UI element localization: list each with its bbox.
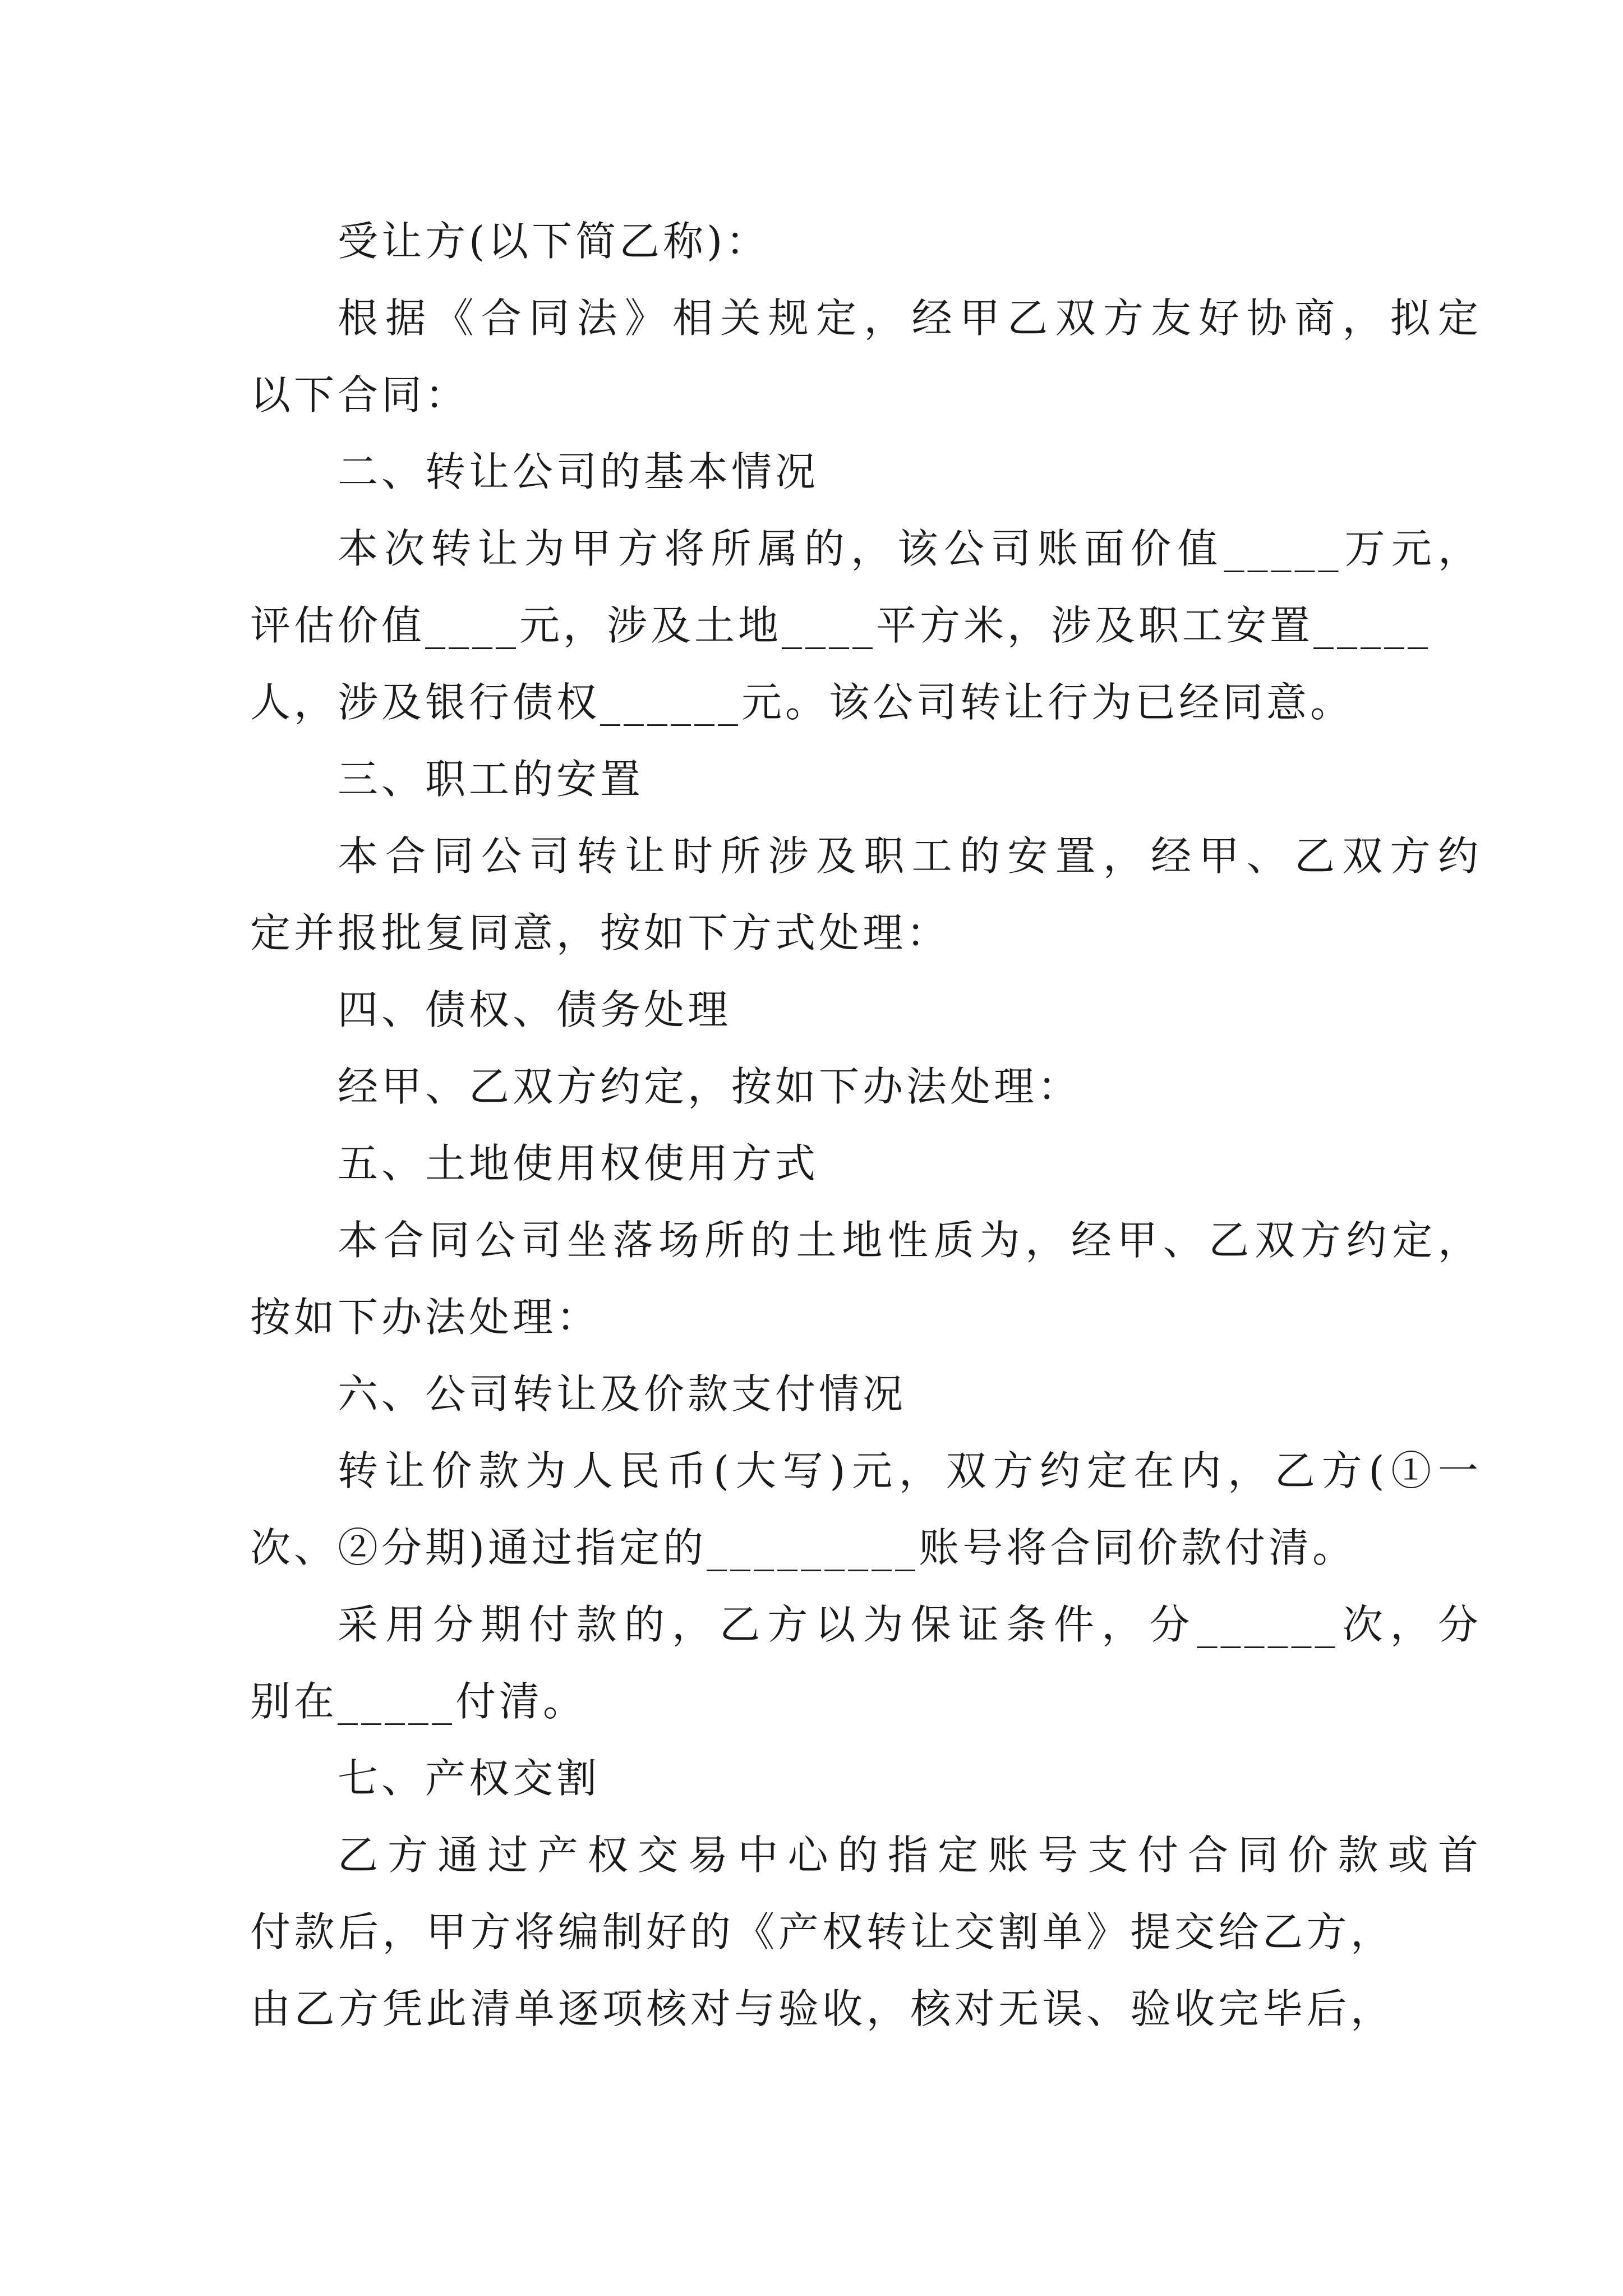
paragraph-line: 根据《合同法》相关规定，经甲乙双方友好协商，拟定: [338, 295, 1482, 342]
paragraph-line: 次、②分期)通过指定的_________账号将合同价款付清。: [250, 1524, 1357, 1571]
section-heading: 五、土地使用权使用方式: [338, 1140, 819, 1187]
paragraph-line: 经甲、乙双方约定，按如下办法处理：: [338, 1063, 1082, 1110]
paragraph-line: 本次转让为甲方将所属的，该公司账面价值_____万元，: [338, 525, 1482, 572]
paragraph-line: 以下合同：: [250, 371, 469, 418]
section-heading: 七、产权交割: [338, 1755, 601, 1802]
paragraph-line: 别在_____付清。: [250, 1678, 587, 1725]
section-heading: 二、转让公司的基本情况: [338, 448, 819, 495]
paragraph-line: 评估价值____元，涉及土地____平方米，涉及职工安置_____: [250, 602, 1432, 649]
paragraph-line: 受让方(以下简乙称)：: [338, 218, 770, 265]
section-heading: 三、职工的安置: [338, 756, 644, 803]
paragraph-line: 采用分期付款的，乙方以为保证条件，分______次，分: [338, 1601, 1482, 1648]
section-heading: 四、债权、债务处理: [338, 986, 732, 1033]
section-heading: 六、公司转让及价款支付情况: [338, 1370, 907, 1418]
paragraph-line: 定并报批复同意，按如下方式处理：: [250, 909, 951, 956]
paragraph-line: 转让价款为人民币(大写)元，双方约定在内，乙方(①一: [338, 1447, 1482, 1494]
paragraph-line: 按如下办法处理：: [250, 1294, 601, 1341]
paragraph-line: 乙方通过产权交易中心的指定账号支付合同价款或首: [338, 1832, 1482, 1879]
paragraph-line: 人，涉及银行债权______元。该公司转让行为已经同意。: [250, 679, 1354, 726]
paragraph-line: 付款后，甲方将编制好的《产权转让交割单》提交给乙方，: [250, 1908, 1394, 1955]
paragraph-line: 本合同公司坐落场所的土地性质为，经甲、乙双方约定，: [338, 1217, 1482, 1264]
paragraph-line: 本合同公司转让时所涉及职工的安置，经甲、乙双方约: [338, 832, 1482, 880]
paragraph-line: 由乙方凭此清单逐项核对与验收，核对无误、验收完毕后，: [250, 1985, 1394, 2032]
